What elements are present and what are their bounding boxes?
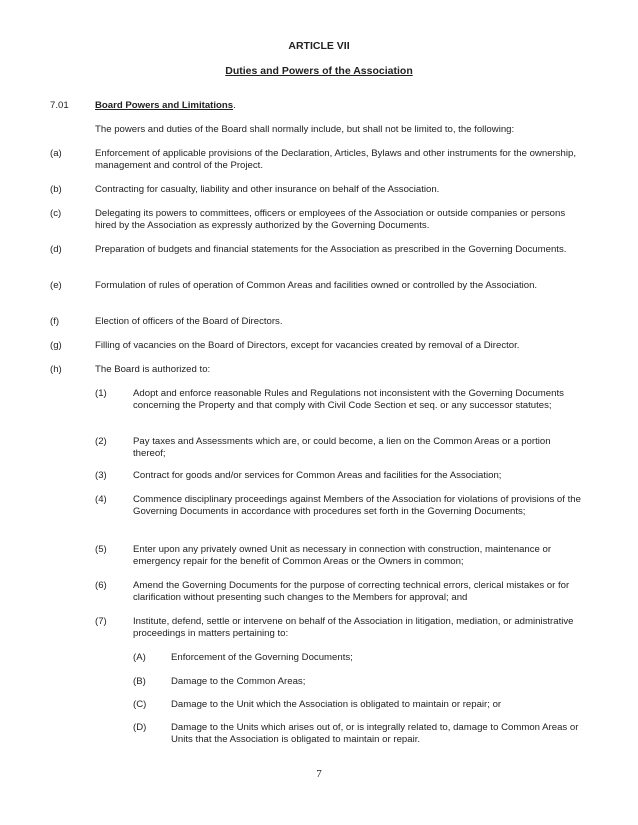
subitem-label: (5) [95, 544, 107, 555]
section-number: 7.01 [50, 100, 69, 111]
subsubitem-text: Damage to the Units which arises out of, or is integrally related to, damage to Common Areas or Units that the Association is obligated to maintain or repair. [171, 722, 579, 745]
item-label: (g) [50, 340, 62, 351]
item-label: (b) [50, 184, 62, 195]
subsubitem-text: Damage to the Common Areas; [171, 676, 306, 687]
page-number: 7 [316, 768, 322, 780]
item-text: Formulation of rules of operation of Common Areas and facilities owned or controlled by the Association. [95, 280, 538, 291]
item-label: (c) [50, 208, 62, 219]
subitem-label: (3) [95, 470, 107, 481]
subitem-text: Amend the Governing Documents for the purpose of correcting technical errors, clerical mistakes or for clarification without presenting such changes to the Members for approval; and [133, 580, 570, 603]
item-text: Election of officers of the Board of Directors. [95, 316, 283, 327]
subitem-text: Adopt and enforce reasonable Rules and Regulations not inconsistent with the Governing Documents concerning the Property and that comply with Civil Code Section et seq. or any successor statutes; [133, 388, 564, 411]
subitem-label: (1) [95, 388, 107, 399]
item-label: (h) [50, 364, 62, 375]
item-label: (d) [50, 244, 62, 255]
section-heading-wrap [95, 100, 585, 112]
item-text: Contracting for casualty, liability and other insurance on behalf of the Association. [95, 184, 440, 195]
subsubitem-text: Enforcement of the Governing Documents; [171, 652, 353, 663]
item-text: The Board is authorized to: [95, 364, 211, 375]
subsubitem-label: (A) [133, 652, 146, 663]
subsubitem-label: (B) [133, 676, 146, 687]
subsubitem-text: Damage to the Unit which the Association is obligated to maintain or repair; or [171, 699, 502, 710]
subsubitem-label: (C) [133, 699, 147, 710]
item-text: Filling of vacancies on the Board of Directors, except for vacancies created by removal of a Director. [95, 340, 520, 351]
section-heading: Board Powers and Limitations [95, 100, 234, 111]
article-subtitle: Duties and Powers of the Association [225, 65, 413, 77]
section-intro: The powers and duties of the Board shall normally include, but shall not be limited to, the following: [95, 124, 515, 135]
subitem-label: (4) [95, 494, 107, 505]
subitem-label: (7) [95, 616, 107, 627]
item-text: Enforcement of applicable provisions of the Declaration, Articles, Bylaws and other instruments for the ownership, management and control of the Project. [95, 148, 576, 171]
item-text: Preparation of budgets and financial statements for the Association as prescribed in the Governing Documents. [95, 244, 567, 255]
item-text: Delegating its powers to committees, officers or employees of the Association or outside companies or persons hired by the Association as expressly authorized by the Governing Documents. [95, 208, 566, 231]
subitem-label: (2) [95, 436, 107, 447]
subitem-text: Institute, defend, settle or intervene on behalf of the Association in litigation, mediation, or administrative proceedings in matters pertaining to: [133, 616, 574, 639]
subitem-label: (6) [95, 580, 107, 591]
subitem-text: Contract for goods and/or services for Common Areas and facilities for the Association; [133, 470, 502, 481]
section-heading-period: . [233, 100, 236, 111]
item-label: (f) [50, 316, 60, 327]
item-label: (a) [50, 148, 62, 159]
subitem-text: Pay taxes and Assessments which are, or could become, a lien on the Common Areas or a portion thereof; [133, 436, 551, 459]
item-label: (e) [50, 280, 62, 291]
subsubitem-label: (D) [133, 722, 147, 733]
subitem-text: Enter upon any privately owned Unit as necessary in connection with construction, maintenance or emergency repair for the benefit of Common Areas or the Owners in common; [133, 544, 552, 567]
article-title: ARTICLE VII [288, 40, 350, 52]
subitem-text: Commence disciplinary proceedings against Members of the Association for violations of provisions of the Governing Documents in accordance with procedures set forth in the Governing Documents; [133, 494, 581, 517]
